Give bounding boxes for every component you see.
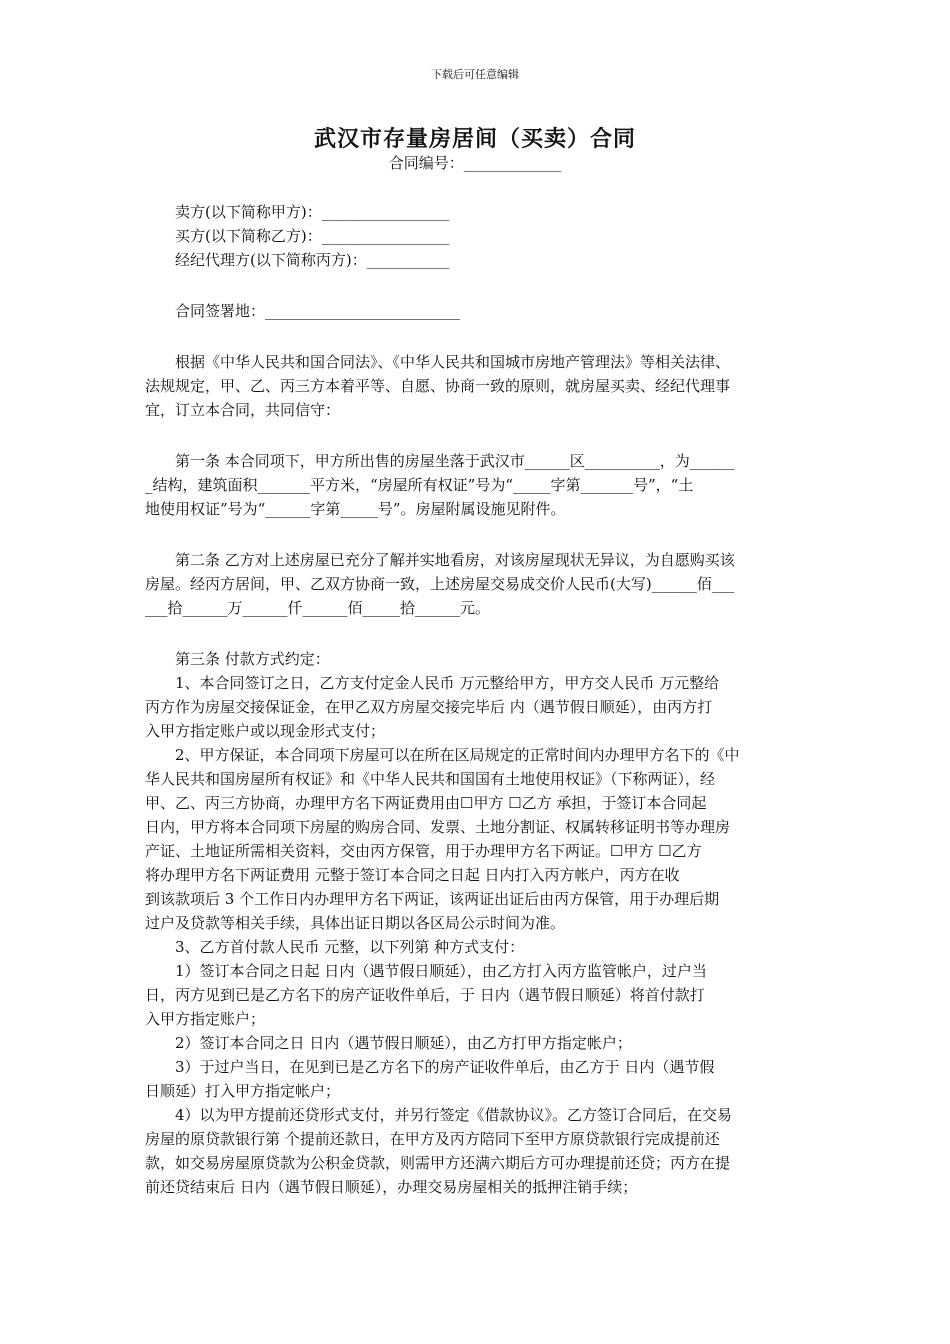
article-3-heading: 第三条 付款方式约定： [175, 650, 330, 668]
article-3-line: 产证、土地证所需相关资料，交由丙方保管，用于办理甲方名下两证。☐甲方 ☐乙方 [145, 842, 702, 860]
article-1-line: _结构，建筑面积_______平方米，“房屋所有权证”号为“_____字第_______号”，“土 [145, 476, 694, 494]
article-3-line: 款，如交易房屋原贷款为公积金贷款，则需甲方还满六期后方可办理提前还贷；丙方在提 [145, 1154, 731, 1172]
article-3-line: 日，丙方见到已是乙方名下的房产证收件单后，于 日内（遇节假日顺延）将首付款打 [145, 986, 705, 1004]
article-1-line: 地使用权证”号为“______字第_____号”。房屋附属设施见附件。 [145, 500, 566, 518]
article-2-line: ___拾______万______仟______佰_____拾______元。 [145, 599, 491, 617]
text-line: 法规规定，甲、乙、丙三方本着平等、自愿、协商一致的原则，就房屋买卖、经纪代理事 [145, 377, 731, 395]
article-3-line: 4）以为甲方提前还贷形式支付，并另行签定《借款协议》。乙方签订合同后，在交易 [175, 1106, 733, 1124]
article-3-line: 前还贷结束后 日内（遇节假日顺延），办理交易房屋相关的抵押注销手续； [145, 1178, 638, 1196]
contract-number: 合同编号：_____________ [388, 154, 562, 172]
article-2-line: 第二条 乙方对上述房屋已充分了解并实地看房，对该房屋现状无异议，为自愿购买该 [175, 551, 735, 569]
article-3-line: 丙方作为房屋交接保证金，在甲乙双方房屋交接完毕后 内（遇节假日顺延），由丙方打 [145, 698, 713, 716]
article-3-line: 将办理甲方名下两证费用 元整于签订本合同之日起 日内打入丙方帐户，丙方在收 [145, 866, 680, 884]
article-3-line: 日内，甲方将本合同项下房屋的购房合同、发票、土地分割证、权属转移证明书等办理房 [145, 818, 731, 836]
article-3-line: 2、甲方保证，本合同项下房屋可以在所在区局规定的正常时间内办理甲方名下的《中 [175, 746, 740, 764]
article-3-line: 入甲方指定账户； [145, 1010, 266, 1028]
article-2-line: 房屋。经丙方居间，甲、乙双方协商一致，上述房屋交易成交价人民币(大写)______佰___ [145, 575, 735, 593]
article-3-line: 甲、乙、丙三方协商，办理甲方名下两证费用由☐甲方 ☐乙方 承担，于签订本合同起 [145, 794, 707, 812]
article-3-line: 3）于过户当日，在见到已是乙方名下的房产证收件单后，由乙方于 日内（遇节假 [175, 1058, 715, 1076]
seller-line: 卖方(以下简称甲方)：_________________ [175, 203, 450, 221]
article-3-line: 华人民共和国房屋所有权证》和《中华人民共和国国有土地使用权证》（下称两证），经 [145, 770, 716, 788]
buyer-line: 买方(以下简称乙方)：_________________ [175, 227, 450, 245]
page-title: 武汉市存量房居间（买卖）合同 [313, 126, 636, 152]
agent-line: 经纪代理方(以下简称丙方)：___________ [175, 251, 450, 269]
sign-place-line: 合同签署地：__________________________ [175, 302, 461, 320]
article-3-line: 2）签订本合同之日 日内（遇节假日顺延），由乙方打甲方指定帐户； [175, 1034, 632, 1052]
article-3-line: 3、乙方首付款人民币 元整，以下列第 种方式支付： [175, 938, 525, 956]
article-1-line: 第一条 本合同项下，甲方所出售的房屋坐落于武汉市______区__________，为______ [175, 452, 735, 470]
article-3-line: 日顺延）打入甲方指定帐户； [145, 1082, 341, 1100]
article-3-line: 1、本合同签订之日，乙方支付定金人民币 万元整给甲方，甲方交人民币 万元整给 [175, 674, 720, 692]
article-3-line: 入甲方指定账户或以现金形式支付； [145, 722, 386, 740]
article-3-line: 过户及贷款等相关手续，具体出证日期以各区局公示时间为准。 [145, 914, 566, 932]
article-3-line: 房屋的原贷款银行第 个提前还款日，在甲方及丙方陪同下至甲方原贷款银行完成提前还 [145, 1130, 720, 1148]
article-3-line: 1）签订本合同之日起 日内（遇节假日顺延），由乙方打入丙方监管帐户，过户当 [175, 962, 707, 980]
text-line: 宜，订立本合同，共同信守： [145, 401, 341, 419]
article-3-line: 到该款项后 3 个工作日内办理甲方名下两证，该两证出证后由丙方保管，用于办理后期 [145, 890, 720, 908]
header-note: 下载后可任意编辑 [431, 68, 519, 81]
text-line: 根据《中华人民共和国合同法》、《中华人民共和国城市房地产管理法》等相关法律、 [175, 353, 731, 371]
